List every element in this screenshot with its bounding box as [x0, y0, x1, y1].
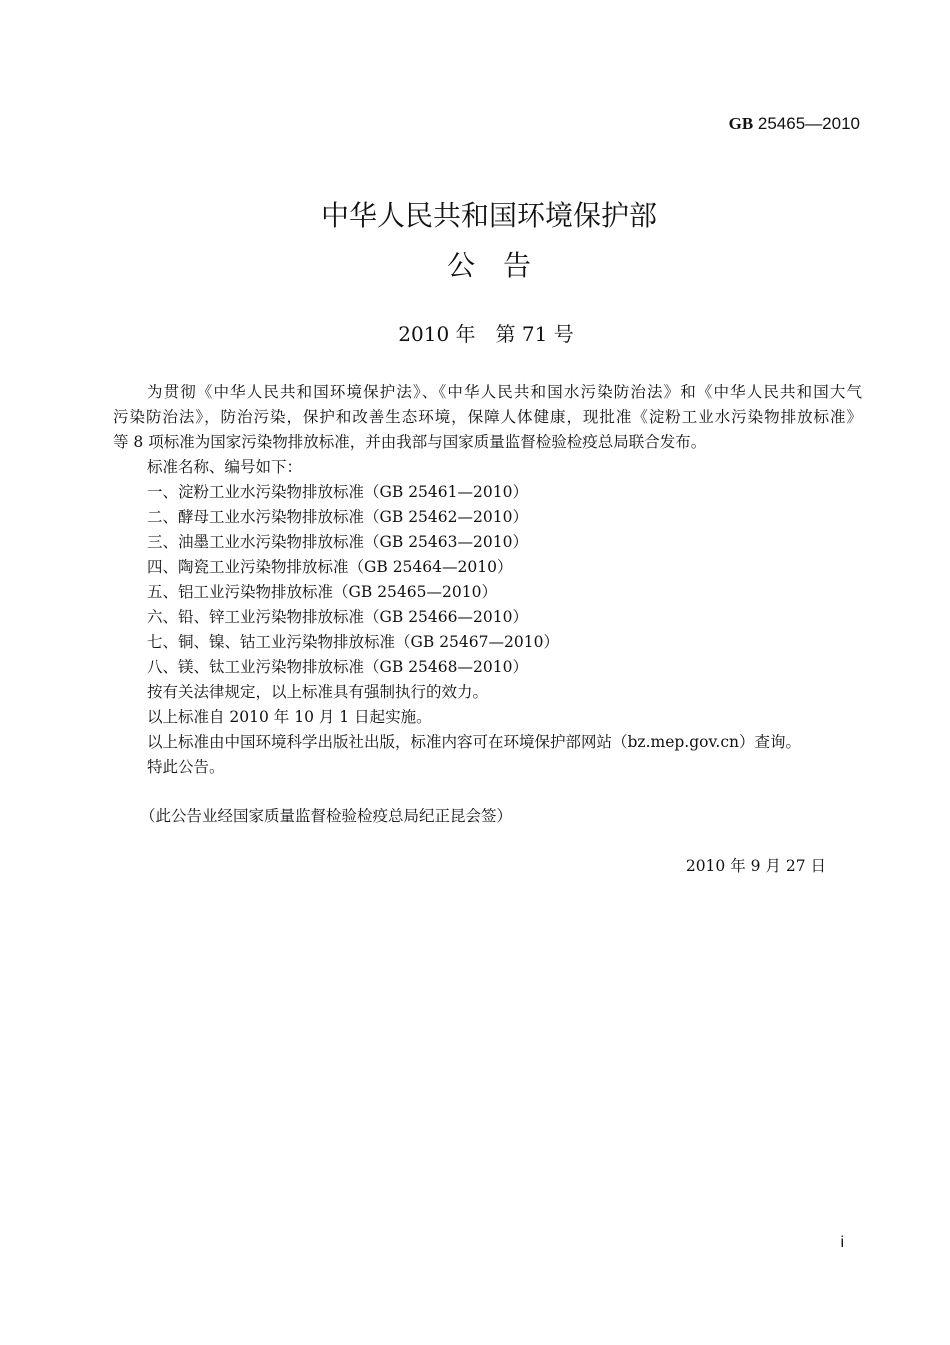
- paragraph-line: 污染防治法》，防治污染，保护和改善生态环境，保障人体健康，现批准《淀粉工业水污染物排放标准》: [113, 408, 862, 426]
- paragraph-line: 等 8 项标准为国家污染物排放标准，并由我部与国家质量监督检验检疫总局联合发布。: [113, 433, 707, 451]
- closing-line: 以上标准自 2010 年 10 月 1 日起实施。: [147, 708, 432, 726]
- issuer-title: 中华人民共和国环境保护部: [320, 199, 657, 232]
- announcement-heading: 公 告: [446, 249, 531, 282]
- code-prefix: GB: [728, 114, 754, 133]
- page-number: i: [840, 1234, 844, 1251]
- closing-line: 特此公告。: [147, 758, 225, 776]
- standard-item: 三、油墨工业水污染物排放标准（GB 25463—2010）: [147, 533, 528, 551]
- standard-code: [729, 114, 860, 134]
- paragraph-line: 为贯彻《中华人民共和国环境保护法》、《中华人民共和国水污染防治法》和《中华人民共和国大气: [147, 383, 862, 401]
- standard-item: 六、铅、锌工业污染物排放标准（GB 25466—2010）: [147, 608, 528, 626]
- closing-line: 以上标准由中国环境科学出版社出版，标准内容可在环境保护部网站（bz.mep.gov.cn）查询。: [147, 733, 801, 751]
- code-number: 25465—2010: [753, 114, 860, 133]
- closing-line: 按有关法律规定，以上标准具有强制执行的效力。: [147, 683, 489, 701]
- standard-item: 八、镁、钛工业污染物排放标准（GB 25468—2010）: [147, 658, 528, 676]
- list-intro: 标准名称、编号如下：: [147, 458, 303, 476]
- standard-item: 一、淀粉工业水污染物排放标准（GB 25461—2010）: [147, 483, 528, 501]
- announcement-number: 2010 年 第 71 号: [398, 322, 574, 346]
- issue-date: 2010 年 9 月 27 日: [685, 857, 826, 875]
- standard-item: 五、铝工业污染物排放标准（GB 25465—2010）: [147, 583, 497, 601]
- standard-item: 二、酵母工业水污染物排放标准（GB 25462—2010）: [147, 508, 528, 526]
- standard-item: 七、铜、镍、钴工业污染物排放标准（GB 25467—2010）: [147, 633, 559, 651]
- standard-item: 四、陶瓷工业污染物排放标准（GB 25464—2010）: [147, 558, 513, 576]
- countersign-note: （此公告业经国家质量监督检验检疫总局纪正昆会签）: [140, 807, 513, 825]
